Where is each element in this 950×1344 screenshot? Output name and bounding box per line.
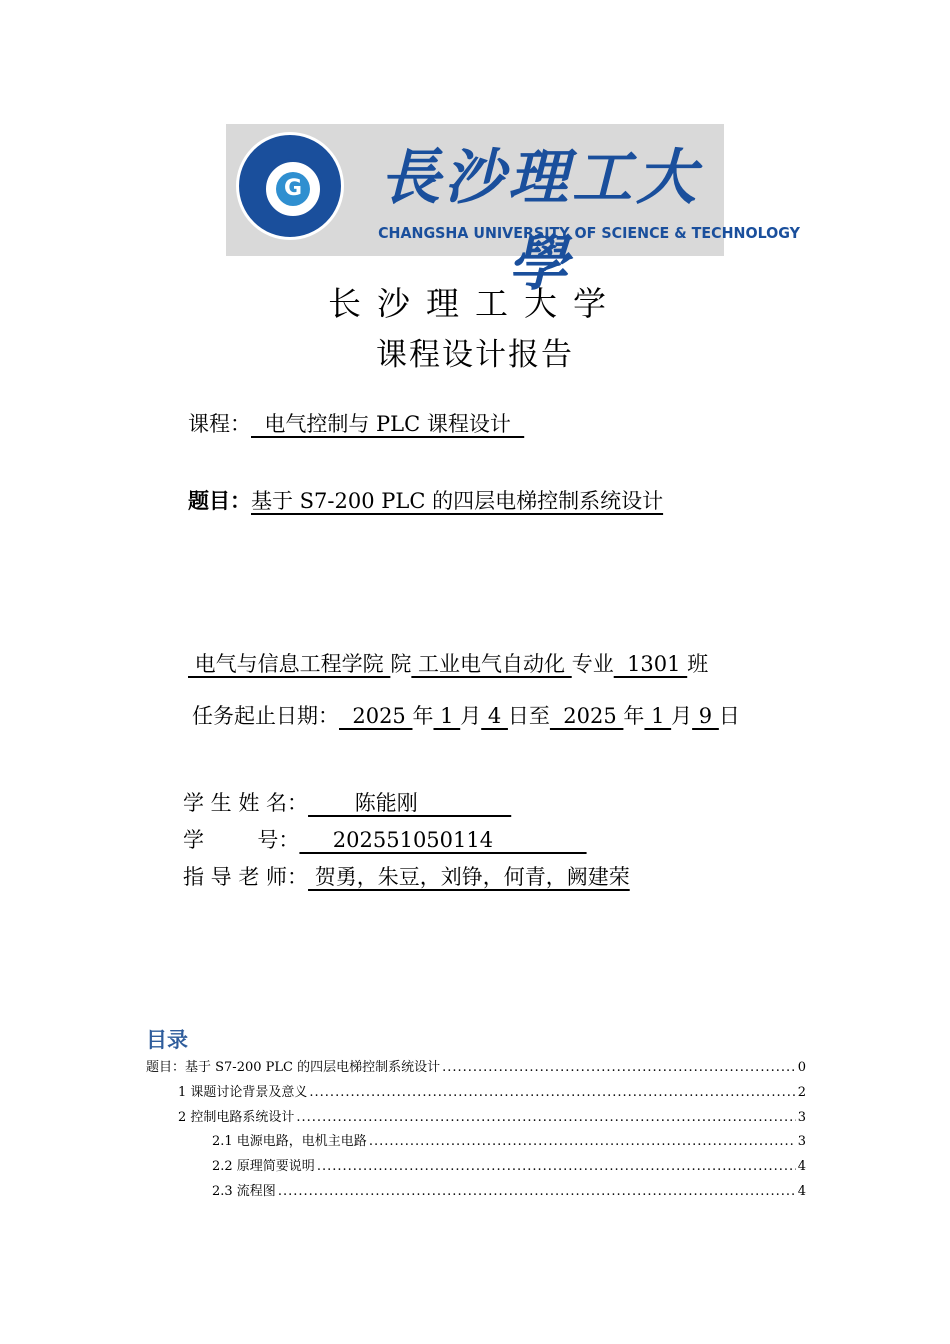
student-name-value: 陈能刚: [308, 791, 512, 815]
course-value: 电气控制与 PLC 课程设计: [251, 412, 525, 436]
university-name: 长沙理工大学: [328, 284, 622, 323]
logo-name-en: CHANGSHA UNIVERSITY OF SCIENCE & TECHNOLOGY: [378, 224, 801, 242]
toc-entry[interactable]: [212, 1130, 806, 1149]
advisor-line: [183, 861, 630, 891]
month-unit-2: 月: [671, 704, 693, 728]
student-id-label: 学 号：: [183, 828, 300, 852]
course-line: [188, 408, 524, 438]
toc-entry[interactable]: [146, 1056, 806, 1075]
day-to: 日至: [507, 704, 550, 728]
year-unit-1: 年: [412, 704, 434, 728]
class-value: 1301: [613, 652, 688, 676]
toc-entry-page: 3: [797, 1110, 806, 1125]
toc-leader: [296, 1110, 795, 1125]
course-label: 课程：: [188, 412, 251, 436]
advisor-label: 指 导 老 师：: [183, 865, 309, 889]
seal-core: [276, 172, 310, 206]
topic-value: 基于 S7-200 PLC 的四层电梯控制系统设计: [251, 489, 664, 513]
toc-leader: [278, 1184, 796, 1199]
toc-entry-text: 2.2 原理简要说明: [212, 1159, 315, 1174]
toc-leader: [442, 1060, 796, 1075]
student-id-line: [183, 824, 587, 854]
start-year: 2025: [339, 704, 413, 728]
university-logo: [226, 124, 801, 299]
toc-entry-page: 2: [797, 1085, 806, 1100]
seal-inner-ring: [263, 159, 323, 219]
end-year: 2025: [549, 704, 624, 728]
toc-entry-text: 2 控制电路系统设计: [178, 1110, 295, 1125]
report-title: 课程设计报告: [376, 337, 574, 373]
toc-entry-page: 0: [797, 1060, 806, 1075]
student-name-line: [183, 787, 511, 817]
toc-entry[interactable]: [178, 1106, 806, 1125]
toc-entry-text: 题目：基于 S7-200 PLC 的四层电梯控制系统设计: [146, 1060, 441, 1075]
university-seal-icon: [236, 132, 344, 240]
end-day: 9: [692, 704, 719, 728]
major-suffix: 专业: [571, 652, 614, 676]
college-value: 电气与信息工程学院: [188, 652, 391, 676]
start-day: 4: [481, 704, 508, 728]
start-month: 1: [433, 704, 461, 728]
toc-leader: [317, 1159, 796, 1174]
year-unit-2: 年: [623, 704, 645, 728]
toc-entry-page: 4: [797, 1184, 806, 1199]
toc-entry-text: 2.3 流程图: [212, 1184, 276, 1199]
day-end: 日: [718, 704, 740, 728]
toc-entry[interactable]: [212, 1155, 806, 1174]
logo-name-cn: 長沙理工大學: [380, 143, 700, 299]
topic-label: 题目：: [188, 488, 251, 513]
toc-entry-page: 3: [797, 1134, 806, 1149]
dates-label: 任务起止日期：: [192, 704, 339, 728]
end-month: 1: [644, 704, 672, 728]
department-line: [188, 648, 708, 678]
student-id-value: 202551050114: [299, 828, 587, 852]
college-suffix: 院: [390, 652, 412, 676]
major-value: 工业电气自动化: [411, 652, 572, 676]
toc-entry-text: 2.1 电源电路，电机主电路: [212, 1134, 367, 1149]
student-name-label: 学 生 姓 名：: [183, 791, 309, 815]
month-unit-1: 月: [460, 704, 482, 728]
toc-title: 目录: [146, 1028, 188, 1052]
toc-leader: [309, 1085, 795, 1100]
advisor-value: 贺勇，朱豆，刘铮，何青，阙建荣: [308, 865, 630, 889]
class-suffix: 班: [687, 652, 709, 676]
toc-entry-text: 1 课题讨论背景及意义: [178, 1085, 308, 1100]
toc-entry[interactable]: [212, 1180, 806, 1199]
toc-leader: [369, 1134, 796, 1149]
dates-line: [192, 700, 740, 730]
topic-line: [188, 485, 663, 515]
toc-entry-page: 4: [797, 1159, 806, 1174]
seal-mark: G: [283, 176, 303, 201]
toc-entry[interactable]: [178, 1081, 806, 1100]
